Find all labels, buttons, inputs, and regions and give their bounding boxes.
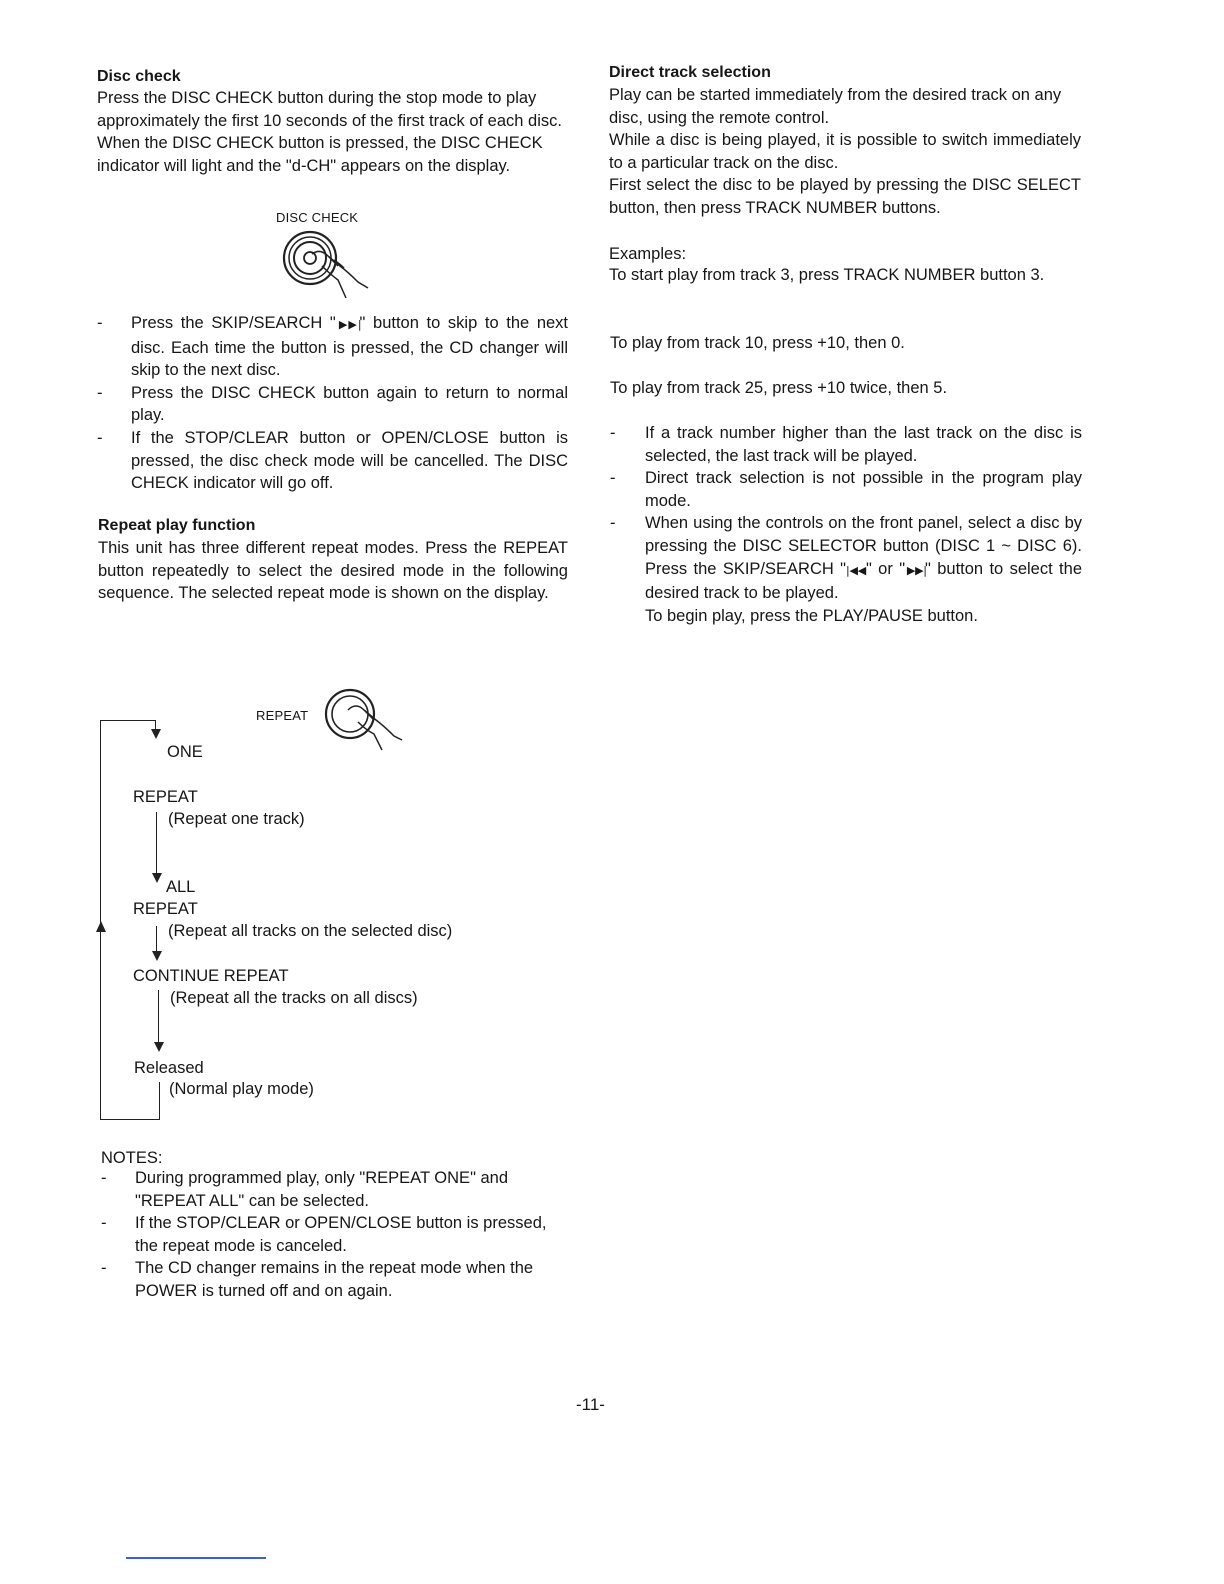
- loop-left-line: [100, 720, 101, 1120]
- disc-check-bullet: - If the STOP/CLEAR button or OPEN/CLOSE button is pressed, the disc check mode will be cancelled. The DISC CHECK indicator will go off.: [97, 427, 568, 495]
- direct-track-paragraph-1: Play can be started immediately from the desired track on any disc, using the remote control.: [609, 86, 1062, 127]
- note-item: - The CD changer remains in the repeat mode when the POWER is turned off and on again.: [101, 1257, 573, 1302]
- notes-list: [101, 1167, 573, 1303]
- repeat-button-illustration: [322, 686, 412, 757]
- arrow-down-icon: [152, 873, 162, 883]
- flow-step-continue-repeat: CONTINUE REPEAT: [133, 967, 289, 985]
- finger-pressing-button-icon: [278, 228, 378, 300]
- page-number: -11-: [576, 1395, 605, 1414]
- direct-track-bullets: [610, 422, 1082, 627]
- repeat-button-caption: REPEAT: [256, 708, 309, 723]
- flow-desc-continue-repeat: (Repeat all the tracks on all discs): [170, 989, 418, 1007]
- arrow-up-icon: [96, 921, 106, 932]
- flow-step-all: ALL: [166, 878, 196, 896]
- flow-step-one: ONE: [167, 743, 203, 761]
- disc-check-bullet: - Press the DISC CHECK button again to return to normal play.: [97, 382, 568, 427]
- disc-check-bullets: [97, 312, 568, 495]
- arrow-down-icon: [152, 951, 162, 961]
- notes-heading: NOTES:: [101, 1149, 163, 1167]
- flow-connector: [159, 1082, 160, 1120]
- disc-check-button-caption: DISC CHECK: [276, 210, 359, 225]
- disc-check-paragraph-1: Press the DISC CHECK button during the stop mode to play approximately the first 10 seconds of the first track of each disc.: [97, 89, 562, 130]
- direct-track-heading: Direct track selection: [609, 64, 771, 81]
- example-1: To start play from track 3, press TRACK NUMBER button 3.: [609, 266, 1045, 284]
- skip-previous-icon: |◀◀: [846, 563, 866, 577]
- direct-track-section: [609, 84, 1081, 220]
- flow-desc-released: (Normal play mode): [169, 1080, 314, 1098]
- example-2: To play from track 10, press +10, then 0.: [610, 334, 905, 352]
- disc-check-section: [97, 87, 567, 177]
- direct-track-paragraph-2: While a disc is being played, it is possible to switch immediately to a particular track on the disc.: [609, 131, 1081, 172]
- footer-rule: [126, 1557, 266, 1559]
- flow-connector: [158, 990, 159, 1043]
- repeat-play-paragraph: This unit has three different repeat modes. Press the REPEAT button repeatedly to select the desired mode in the following sequence. The selected repeat mode is shown on the display.: [98, 539, 568, 603]
- flow-connector: [156, 926, 157, 952]
- examples-label: Examples:: [609, 245, 687, 263]
- arrow-down-icon: [154, 1042, 164, 1052]
- skip-next-icon: ▶▶|: [335, 318, 360, 331]
- disc-check-button-illustration: [278, 228, 378, 305]
- note-item: - During programmed play, only "REPEAT ONE" and "REPEAT ALL" can be selected.: [101, 1167, 573, 1212]
- flow-step-repeat-one: REPEAT: [133, 788, 198, 806]
- disc-check-heading: Disc check: [97, 68, 181, 85]
- direct-track-bullet: - Direct track selection is not possible in the program play mode.: [610, 467, 1082, 512]
- direct-track-paragraph-3: First select the disc to be played by pressing the DISC SELECT button, then press TRACK NUMBER buttons.: [609, 176, 1081, 217]
- flow-connector: [156, 812, 157, 874]
- finger-pressing-button-icon: [322, 686, 412, 752]
- disc-check-paragraph-2: When the DISC CHECK button is pressed, the DISC CHECK indicator will light and the "d-CH" appears on the display.: [97, 134, 543, 175]
- direct-track-bullet: - If a track number higher than the last track on the disc is selected, the last track will be played.: [610, 422, 1082, 467]
- flow-step-repeat-all: REPEAT: [133, 900, 198, 918]
- repeat-play-heading: Repeat play function: [98, 517, 256, 534]
- disc-check-bullet: - Press the SKIP/SEARCH "▶▶|" button to skip to the next disc. Each time the button is pressed, the CD changer will skip to the next disc.: [97, 312, 568, 382]
- flow-desc-repeat-one: (Repeat one track): [168, 810, 305, 828]
- skip-next-icon: ▶▶|: [905, 563, 926, 577]
- loop-bottom-line: [100, 1119, 160, 1120]
- flow-step-released: Released: [134, 1059, 204, 1077]
- flow-desc-repeat-all: (Repeat all tracks on the selected disc): [168, 922, 453, 940]
- note-item: - If the STOP/CLEAR or OPEN/CLOSE button is pressed, the repeat mode is canceled.: [101, 1212, 573, 1257]
- loop-top-line: [100, 720, 156, 721]
- example-3: To play from track 25, press +10 twice, then 5.: [610, 379, 948, 397]
- direct-track-bullet: - When using the controls on the front panel, select a disc by pressing the DISC SELECTOR button (DISC 1 ~ DISC 6). Press the SKIP/SEARCH "|◀◀" or "▶▶|" button to select the desired track to be played. To begin play, press the PLAY/PAUSE button.: [610, 512, 1082, 627]
- arrow-down-icon: [151, 729, 161, 739]
